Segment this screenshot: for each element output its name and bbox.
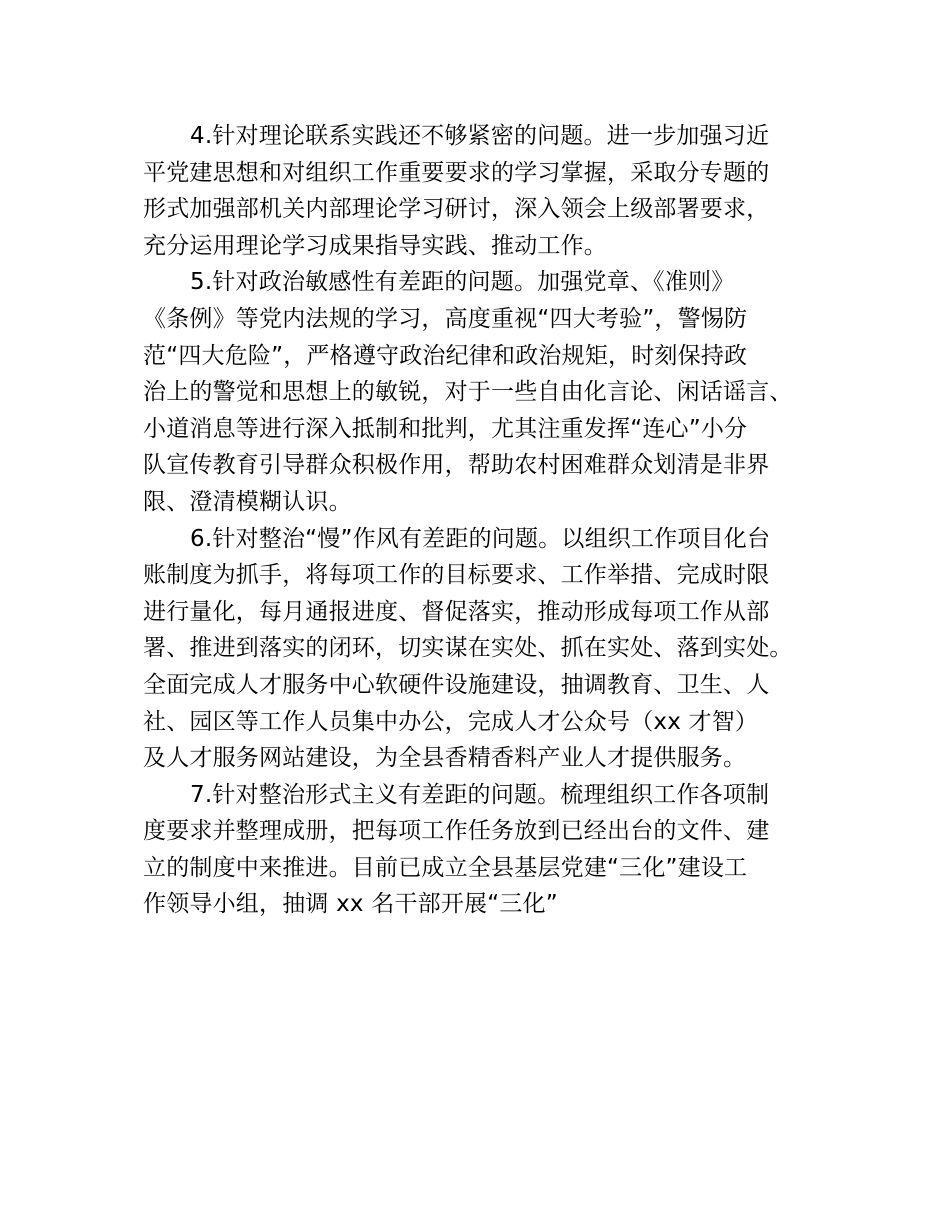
text-line: 度要求并整理成册，把每项工作任务放到已经出台的文件、建 xyxy=(143,818,770,845)
text-line: 4.针对理论联系实践还不够紧密的问题。进一步加强习近 xyxy=(190,123,770,149)
paragraph-7 xyxy=(143,777,833,923)
text-line: 社、园区等工作人员集中办公，完成人才公众号（xx 才智） xyxy=(143,708,759,735)
text-line: 《条例》等党内法规的学习，高度重视“四大考验”，警惕防 xyxy=(143,305,748,332)
text-line: 范“四大危险”，严格遵守政治纪律和政治规矩，时刻保持政 xyxy=(143,342,748,369)
paragraph-4 xyxy=(143,118,833,264)
paragraph-6 xyxy=(143,521,833,777)
text-line: 7.针对整治形式主义有差距的问题。梳理组织工作各项制 xyxy=(190,781,770,808)
document-body xyxy=(143,118,833,923)
text-line: 形式加强部机关内部理论学习研讨，深入领会上级部署要求， xyxy=(143,196,770,223)
text-line: 作领导小组，抽调 xx 名干部开展“三化” xyxy=(143,891,558,918)
text-line: 5.针对政治敏感性有差距的问题。加强党章、《准则》 xyxy=(190,269,735,296)
text-line: 队宣传教育引导群众积极作用，帮助农村困难群众划清是非界 xyxy=(143,452,770,479)
paragraph-5 xyxy=(143,264,833,520)
text-line: 进行量化，每月通报进度、督促落实，推动形成每项工作从部 xyxy=(143,598,770,625)
text-line: 平党建思想和对组织工作重要要求的学习掌握，采取分专题的 xyxy=(143,159,770,186)
text-line: 6.针对整治“慢”作风有差距的问题。以组织工作项目化台 xyxy=(190,525,771,552)
text-line: 治上的警觉和思想上的敏锐，对于一些自由化言论、闲话谣言、 xyxy=(143,379,793,406)
text-line: 立的制度中来推进。目前已成立全县基层党建“三化”建设工 xyxy=(143,854,748,881)
text-line: 全面完成人才服务中心软硬件设施建设，抽调教育、卫生、人 xyxy=(143,671,770,698)
text-line: 账制度为抓手，将每项工作的目标要求、工作举措、完成时限 xyxy=(143,562,770,589)
text-line: 限、澄清模糊认识。 xyxy=(143,488,352,515)
text-line: 小道消息等进行深入抵制和批判，尤其注重发挥“连心”小分 xyxy=(143,415,748,442)
text-line: 充分运用理论学习成果指导实践、推动工作。 xyxy=(143,232,607,259)
text-line: 署、推进到落实的闭环，切实谋在实处、抓在实处、落到实处。 xyxy=(143,635,793,662)
text-line: 及人才服务网站建设，为全县香精香料产业人才提供服务。 xyxy=(143,745,747,772)
